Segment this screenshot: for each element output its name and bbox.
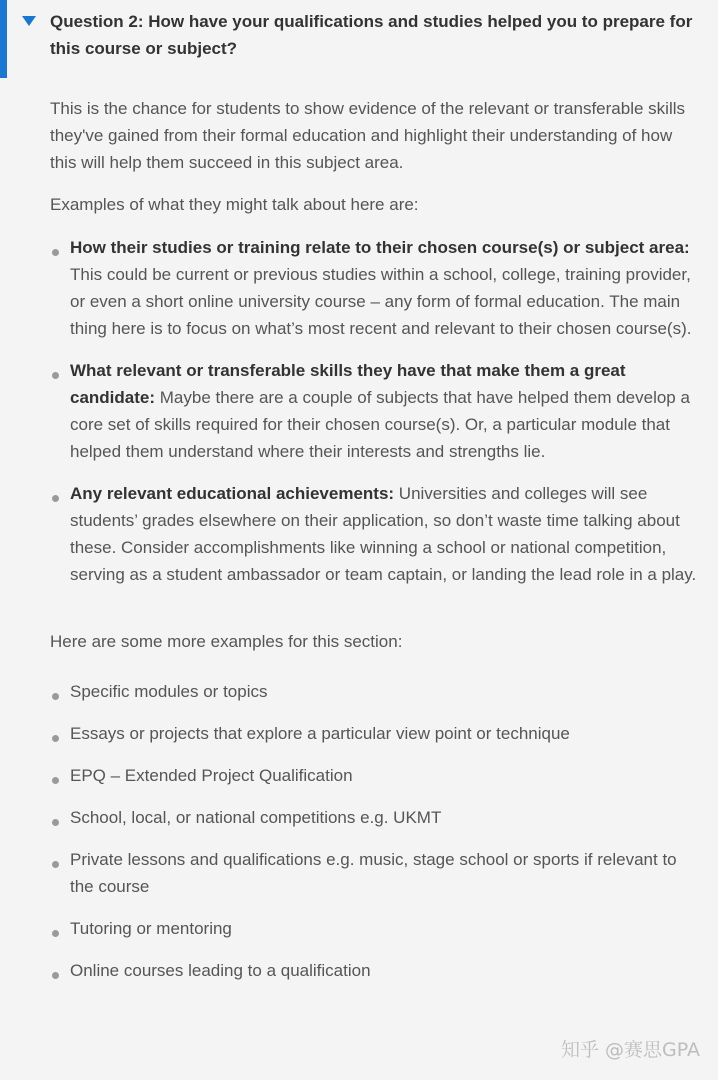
bullet-dot-icon	[52, 735, 59, 742]
list-item	[50, 846, 700, 900]
examples-lead: Examples of what they might talk about here are:	[50, 195, 419, 214]
more-examples-lead: Here are some more examples for this section:	[50, 632, 403, 651]
more-examples-list	[50, 678, 700, 984]
intro-paragraph: This is the chance for students to show evidence of the relevant or transferable skills they've gained from their formal education and highlight their understanding of how this will help them succeed in this subject area.	[50, 99, 685, 172]
watermark: 知乎 @赛思GPA	[560, 1039, 700, 1061]
main-points-list	[50, 234, 700, 588]
bullet-dot-icon	[52, 249, 59, 256]
point-heading: What relevant or transferable skills they have that make them a great candidate:	[70, 361, 626, 407]
point-heading: Any relevant educational achievements:	[70, 484, 395, 503]
example-text: Private lessons and qualifications e.g. music, stage school or sports if relevant to the course	[70, 850, 677, 896]
bullet-dot-icon	[52, 372, 59, 379]
bullet-dot-icon	[52, 861, 59, 868]
list-item	[50, 234, 700, 342]
question-title: Question 2: How have your qualifications and studies helped you to prepare for this course or subject?	[50, 12, 693, 58]
example-text: School, local, or national competitions e.g. UKMT	[70, 808, 442, 827]
list-item	[50, 678, 700, 705]
list-item	[50, 480, 700, 588]
example-text: EPQ – Extended Project Qualification	[70, 766, 353, 785]
bullet-dot-icon	[52, 693, 59, 700]
bullet-dot-icon	[52, 972, 59, 979]
list-item	[50, 804, 700, 831]
example-text: Essays or projects that explore a particular view point or technique	[70, 724, 570, 743]
bullet-dot-icon	[52, 777, 59, 784]
caret-down-icon[interactable]	[22, 16, 36, 26]
point-text: Universities and colleges will see students’ grades elsewhere on their application, so don’t waste time talking about these. Consider accomplishments like winning a school or national competition, serving as a student ambassador or team captain, or landing the lead role in a play.	[70, 484, 697, 584]
bullet-dot-icon	[52, 930, 59, 937]
list-item	[50, 357, 700, 465]
list-item	[50, 762, 700, 789]
point-heading: How their studies or training relate to their chosen course(s) or subject area:	[70, 238, 690, 257]
list-item	[50, 915, 700, 942]
bullet-dot-icon	[52, 819, 59, 826]
answer-content	[50, 95, 700, 999]
example-text: Specific modules or topics	[70, 682, 268, 701]
bullet-dot-icon	[52, 495, 59, 502]
point-text: Maybe there are a couple of subjects that have helped them develop a core set of skills required for their chosen course(s). Or, a particular module that helped them understand where their interests and strengths lie.	[70, 388, 690, 461]
list-item	[50, 720, 700, 747]
example-text: Online courses leading to a qualification	[70, 961, 371, 980]
accent-bar	[0, 0, 7, 78]
example-text: Tutoring or mentoring	[70, 919, 232, 938]
list-item	[50, 957, 700, 984]
point-text: This could be current or previous studies within a school, college, training provider, or even a short online university course – any form of formal education. The main thing here is to focus on what’s most recent and relevant to their chosen course(s).	[70, 265, 692, 338]
question-header[interactable]	[22, 8, 702, 62]
